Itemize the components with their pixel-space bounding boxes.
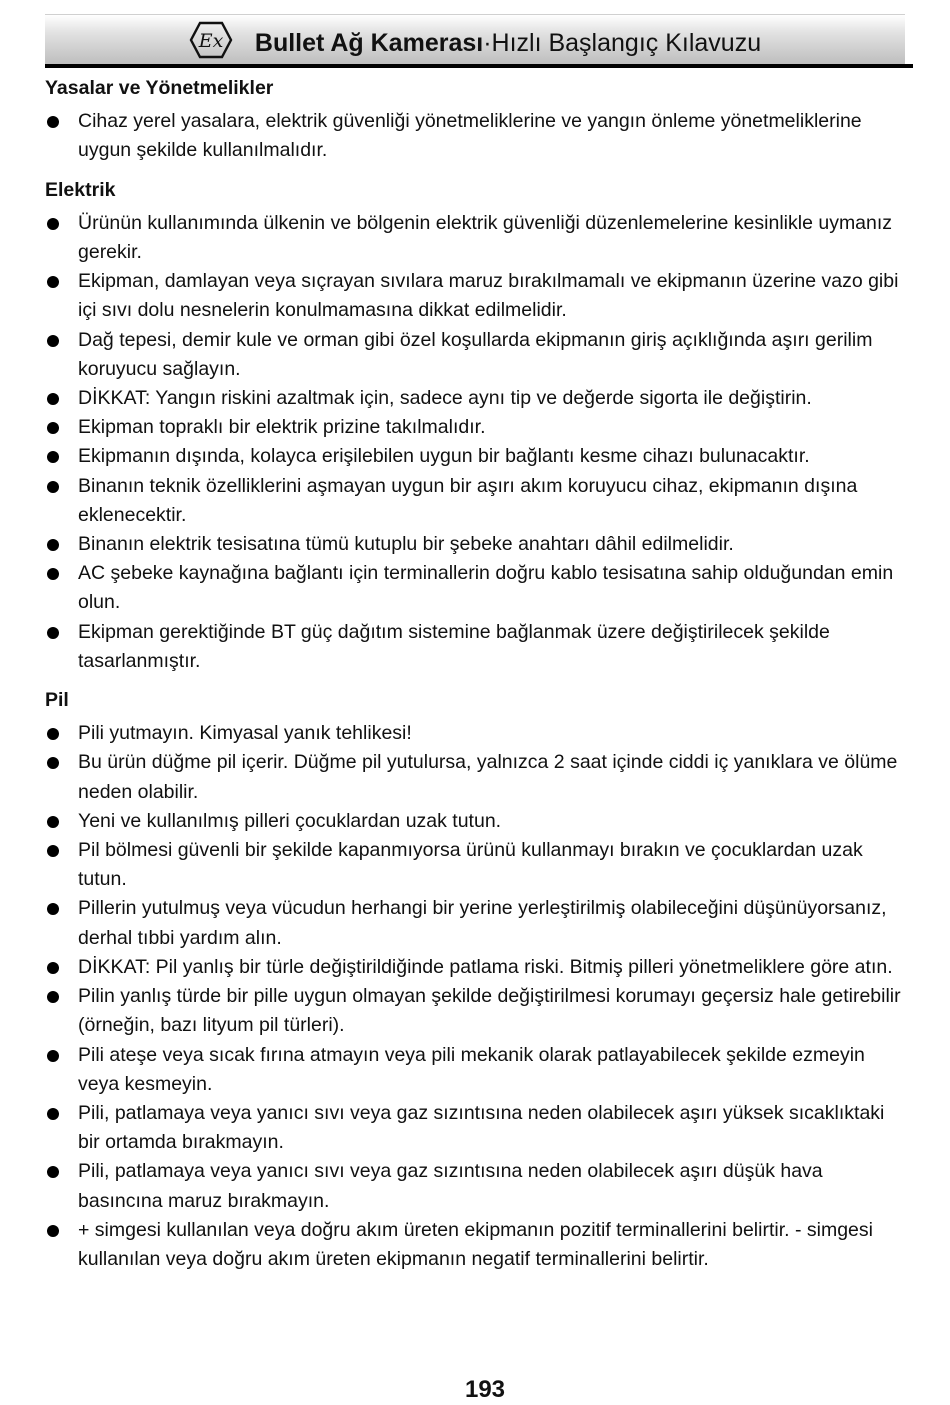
product-name: Bullet Ağ Kamerası <box>254 28 484 57</box>
list-item: Ekipman gerektiğinde BT güç dağıtım sistemine bağlanmak üzere değiştirilecek şekilde tasarlanmıştır. <box>45 618 905 676</box>
list-item: Binanın teknik özelliklerini aşmayan uygun bir aşırı akım koruyucu cihaz, ekipmanın dışına eklenecektir. <box>45 472 905 530</box>
section-title-laws: Yasalar ve Yönetmelikler <box>45 77 274 99</box>
laws-list <box>45 107 905 165</box>
list-item: Pilin yanlış türde bir pille uygun olmayan şekilde değiştirilmesi korumayı geçersiz hale getirebilir (örneğin, bazı lityum pil türleri). <box>45 982 905 1040</box>
section-title-battery: Pil <box>45 689 69 712</box>
list-item: Pillerin yutulmuş veya vücudun herhangi bir yerine yerleştirilmiş olabileceğini düşünüyorsanız, derhal tıbbi yardım alın. <box>45 894 905 952</box>
section-title-electric: Elektrik <box>45 178 116 201</box>
battery-list <box>45 719 905 1274</box>
list-item: Pil bölmesi güvenli bir şekilde kapanmıyorsa ürünü kullanmayı bırakın ve çocuklardan uzak tutun. <box>45 836 905 894</box>
page-number: 193 <box>464 1376 506 1403</box>
list-item: Ekipman, damlayan veya sıçrayan sıvılara maruz bırakılmamalı ve ekipmanın üzerine vazo gibi içi sıvı dolu nesnelerin konulmamasına dikkat edilmelidir. <box>45 267 905 325</box>
list-item: DİKKAT: Yangın riskini azaltmak için, sadece aynı tip ve değerde sigorta ile değiştirin. <box>45 384 905 413</box>
list-item: Ekipmanın dışında, kolayca erişilebilen uygun bir bağlantı kesme cihazı bulunacaktır. <box>45 442 905 471</box>
list-item: Cihaz yerel yasalara, elektrik güvenliği yönetmeliklerine ve yangın önleme yönetmeliklerine uygun şekilde kullanılmalıdır. <box>45 107 905 165</box>
list-item: Pili, patlamaya veya yanıcı sıvı veya gaz sızıntısına neden olabilecek aşırı düşük hava basıncına maruz bırakmayın. <box>45 1157 905 1215</box>
list-item: Pili yutmayın. Kimyasal yanık tehlikesi! <box>45 719 905 748</box>
list-item: Pili ateşe veya sıcak fırına atmayın veya pili mekanik olarak patlayabilecek şekilde ezmeyin veya kesmeyin. <box>45 1041 905 1099</box>
page-header <box>45 14 905 65</box>
ex-explosion-proof-icon <box>189 21 233 59</box>
list-item: Ürünün kullanımında ülkenin ve bölgenin elektrik güvenliği düzenlemelerine kesinlikle uymanız gerekir. <box>45 209 905 267</box>
list-item: DİKKAT: Pil yanlış bir türle değiştirildiğinde patlama riski. Bitmiş pilleri yönetmeliklere göre atın. <box>45 953 905 982</box>
document-title <box>255 29 761 58</box>
svg-text:Ex: Ex <box>198 30 224 52</box>
page-content <box>45 72 905 1274</box>
guide-name: ·Hızlı Başlangıç Kılavuzu <box>483 28 762 57</box>
list-item: Pili, patlamaya veya yanıcı sıvı veya gaz sızıntısına neden olabilecek aşırı yüksek sıcaklıktaki bir ortamda bırakmayın. <box>45 1099 905 1157</box>
electric-list <box>45 209 905 676</box>
header-divider <box>45 64 913 68</box>
list-item: Dağ tepesi, demir kule ve orman gibi özel koşullarda ekipmanın giriş açıklığında aşırı gerilim koruyucu sağlayın. <box>45 326 905 384</box>
list-item: Bu ürün düğme pil içerir. Düğme pil yutulursa, yalnızca 2 saat içinde ciddi iç yanıklara ve ölüme neden olabilir. <box>45 748 905 806</box>
list-item: + simgesi kullanılan veya doğru akım üreten ekipmanın pozitif terminallerini belirtir. - simgesi kullanılan veya doğru akım üreten ekipmanın negatif terminallerini belirtir. <box>45 1216 905 1274</box>
list-item: Yeni ve kullanılmış pilleri çocuklardan uzak tutun. <box>45 807 905 836</box>
list-item: Ekipman topraklı bir elektrik prizine takılmalıdır. <box>45 413 905 442</box>
list-item: AC şebeke kaynağına bağlantı için terminallerin doğru kablo tesisatına sahip olduğundan emin olun. <box>45 559 905 617</box>
list-item: Binanın elektrik tesisatına tümü kutuplu bir şebeke anahtarı dâhil edilmelidir. <box>45 530 905 559</box>
